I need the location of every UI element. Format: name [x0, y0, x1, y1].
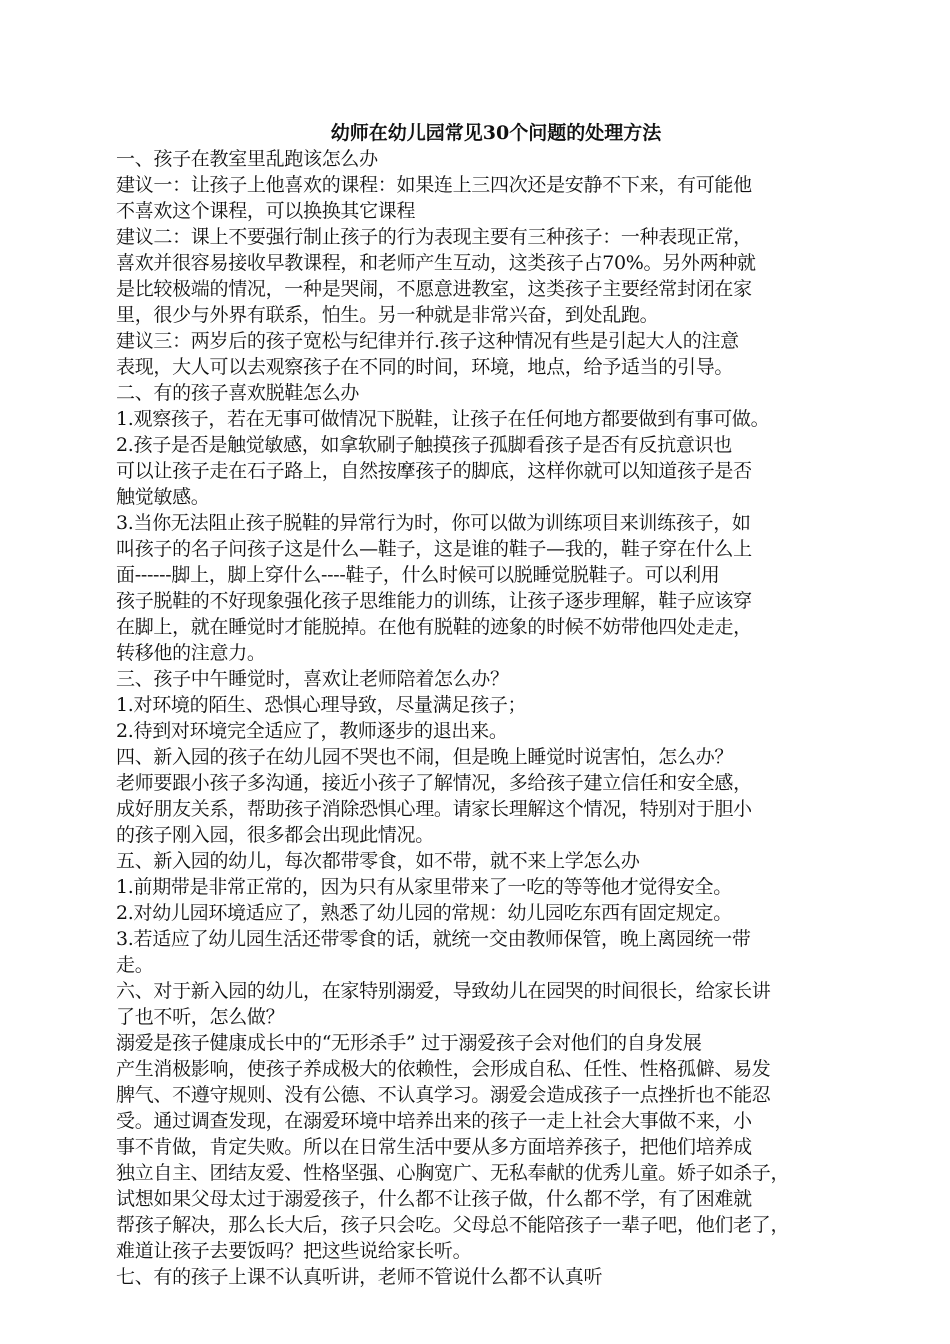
- text-line: 试想如果父母太过于溺爱孩子，什么都不让孩子做，什么都不学，有了困难就: [116, 1188, 752, 1210]
- text-line: 1.对环境的陌生、恐惧心理导致，尽量满足孩子；: [116, 694, 527, 716]
- text-line: 二、有的孩子喜欢脱鞋怎么办: [116, 382, 360, 404]
- text-line: 四、新入园的孩子在幼儿园不哭也不闹，但是晚上睡觉时说害怕，怎么办？: [116, 746, 734, 768]
- text-line: 叫孩子的名子问孩子这是什么—鞋子，这是谁的鞋子—我的，鞋子穿在什么上: [116, 538, 752, 560]
- text-line: 建议一：让孩子上他喜欢的课程：如果连上三四次还是安静不下来，有可能他: [116, 174, 752, 196]
- text-line: 1.观察孩子，若在无事可做情况下脱鞋，让孩子在任何地方都要做到有事可做。: [116, 408, 770, 430]
- text-line: 1.前期带是非常正常的，因为只有从家里带来了一吃的等等他才觉得安全。: [116, 876, 732, 898]
- text-line: 受。通过调查发现，在溺爱环境中培养出来的孩子一走上社会大事做不来，小: [116, 1110, 752, 1132]
- text-line: 是比较极端的情况，一种是哭闹，不愿意进教室，这类孩子主要经常封闭在家: [116, 278, 752, 300]
- text-line: 五、新入园的幼儿，每次都带零食，如不带，就不来上学怎么办: [116, 850, 640, 872]
- text-line: 2.对幼儿园环境适应了，熟悉了幼儿园的常规：幼儿园吃东西有固定规定。: [116, 902, 732, 924]
- text-line: 建议三：两岁后的孩子宽松与纪律并行.孩子这种情况有些是引起大人的注意: [116, 330, 739, 352]
- text-line: 一、孩子在教室里乱跑该怎么办: [116, 148, 378, 170]
- text-line: 六、对于新入园的幼儿，在家特别溺爱，导致幼儿在园哭的时间很长，给家长讲: [116, 980, 771, 1002]
- text-line: 成好朋友关系，帮助孩子消除恐惧心理。请家长理解这个情况，特别对于胆小: [116, 798, 752, 820]
- text-line: 喜欢并很容易接收早教课程，和老师产生互动，这类孩子占70%。另外两种就: [116, 252, 756, 274]
- text-line: 难道让孩子去要饭吗？把这些说给家长听。: [116, 1240, 472, 1262]
- text-line: 孩子脱鞋的不好现象强化孩子思维能力的训练，让孩子逐步理解，鞋子应该穿: [116, 590, 752, 612]
- text-line: 表现，大人可以去观察孩子在不同的时间，环境，地点，给予适当的引导。: [116, 356, 734, 378]
- text-line: 触觉敏感。: [116, 486, 210, 508]
- text-line: 3.若适应了幼儿园生活还带零食的话，就统一交由教师保管，晚上离园统一带: [116, 928, 751, 950]
- text-line: 走。: [116, 954, 154, 976]
- text-line: 可以让孩子走在石子路上，自然按摩孩子的脚底，这样你就可以知道孩子是否: [116, 460, 752, 482]
- text-line: 产生消极影响，使孩子养成极大的依赖性，会形成自私、任性、性格孤僻、易发: [116, 1058, 771, 1080]
- text-line: 了也不听，怎么做？: [116, 1006, 285, 1028]
- text-line: 不喜欢这个课程，可以换换其它课程: [116, 200, 416, 222]
- text-line: 的孩子刚入园，很多都会出现此情况。: [116, 824, 434, 846]
- text-line: 帮孩子解决，那么长大后，孩子只会吃。父母总不能陪孩子一辈子吧，他们老了，: [116, 1214, 790, 1236]
- text-line: 2.孩子是否是触觉敏感，如拿软刷子触摸孩子孤脚看孩子是否有反抗意识也: [116, 434, 732, 456]
- text-line: 转移他的注意力。: [116, 642, 266, 664]
- text-line: 2.待到对环境完全适应了，教师逐步的退出来。: [116, 720, 508, 742]
- text-line: 独立自主、团结友爱、性格坚强、心胸宽广、无私奉献的优秀儿童。娇子如杀子，: [116, 1162, 790, 1184]
- text-line: 3.当你无法阻止孩子脱鞋的异常行为时，你可以做为训练项目来训练孩子，如: [116, 512, 751, 534]
- text-line: 七、有的孩子上课不认真听讲，老师不管说什么都不认真听: [116, 1266, 603, 1288]
- text-line: 面------脚上，脚上穿什么----鞋子，什么时候可以脱睡觉脱鞋子。可以利用: [116, 564, 720, 586]
- text-line: 老师要跟小孩子多沟通，接近小孩子了解情况，多给孩子建立信任和安全感，: [116, 772, 752, 794]
- text-line: 事不肯做，肯定失败。所以在日常生活中要从多方面培养孩子，把他们培养成: [116, 1136, 752, 1158]
- text-line: 三、孩子中午睡觉时，喜欢让老师陪着怎么办？: [116, 668, 509, 690]
- text-line: 建议二：课上不要强行制止孩子的行为表现主要有三种孩子：一种表现正常，: [116, 226, 752, 248]
- text-line: 在脚上，就在睡觉时才能脱掉。在他有脱鞋的迹象的时候不妨带他四处走走，: [116, 616, 752, 638]
- document-page: [116, 120, 876, 1290]
- text-line: 溺爱是孩子健康成长中的“无形杀手” 过于溺爱孩子会对他们的自身发展: [116, 1032, 702, 1054]
- text-line: 里，很少与外界有联系，怕生。另一种就是非常兴奋，到处乱跑。: [116, 304, 659, 326]
- text-line: 脾气、不遵守规则、没有公德、不认真学习。溺爱会造成孩子一点挫折也不能忍: [116, 1084, 771, 1106]
- document-title: 幼师在幼儿园常见30个问题的处理方法: [330, 122, 662, 144]
- document-body: [116, 146, 876, 1290]
